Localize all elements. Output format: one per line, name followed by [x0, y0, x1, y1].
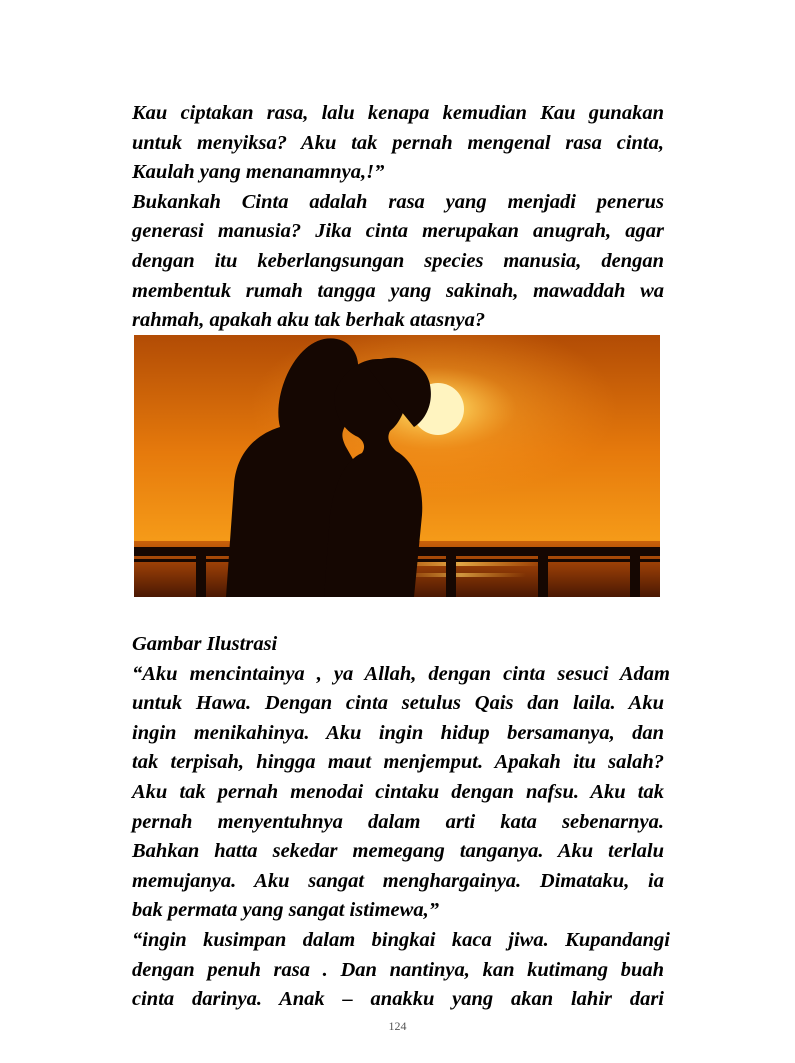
text-line: Kaulah yang menanamnya,!” [132, 161, 385, 184]
text-line: untuk Hawa. Dengan cinta setulus Qais dan laila. Aku [132, 692, 664, 715]
text-line: cinta darinya. Anak – anakku yang akan lahir dari [132, 988, 664, 1011]
text-line: generasi manusia? Jika cinta merupakan anugrah, agar [132, 220, 664, 243]
text-line: Aku tak pernah menodai cintaku dengan nafsu. Aku tak [132, 780, 664, 803]
illustration-image [134, 335, 660, 597]
text-line: Kau ciptakan rasa, lalu kenapa kemudian Kau gunakan [132, 102, 664, 124]
text-line: dengan itu keberlangsungan species manusia, dengan [132, 249, 664, 272]
paragraph-top [132, 99, 664, 336]
caption-line: Gambar Ilustrasi [132, 633, 278, 655]
paragraph-bottom [132, 630, 670, 1015]
text-line: “Aku mencintainya , ya Allah, dengan cinta sesuci Adam [132, 662, 670, 685]
text-line: untuk menyiksa? Aku tak pernah mengenal rasa cinta, [132, 131, 664, 154]
text-line: rahmah, apakah aku tak berhak atasnya? [132, 309, 486, 332]
text-line: “ingin kusimpan dalam bingkai kaca jiwa. Kupandangi [132, 928, 670, 951]
text-line: membentuk rumah tangga yang sakinah, mawaddah wa [132, 279, 664, 302]
text-line: dengan penuh rasa . Dan nantinya, kan kutimang buah [132, 958, 664, 981]
text-line: bak permata yang sangat istimewa,” [132, 899, 439, 922]
text-line: tak terpisah, hingga maut menjemput. Apakah itu salah? [132, 751, 664, 774]
text-line: Bukankah Cinta adalah rasa yang menjadi penerus [132, 190, 664, 213]
text-line: memujanya. Aku sangat menghargainya. Dimataku, ia [132, 869, 664, 892]
page-number: 124 [388, 1019, 407, 1033]
text-line: ingin menikahinya. Aku ingin hidup bersamanya, dan [132, 721, 664, 744]
text-line: Bahkan hatta sekedar memegang tanganya. Aku terlalu [132, 840, 664, 863]
text-line: pernah menyentuhnya dalam arti kata sebenarnya. [132, 810, 664, 833]
